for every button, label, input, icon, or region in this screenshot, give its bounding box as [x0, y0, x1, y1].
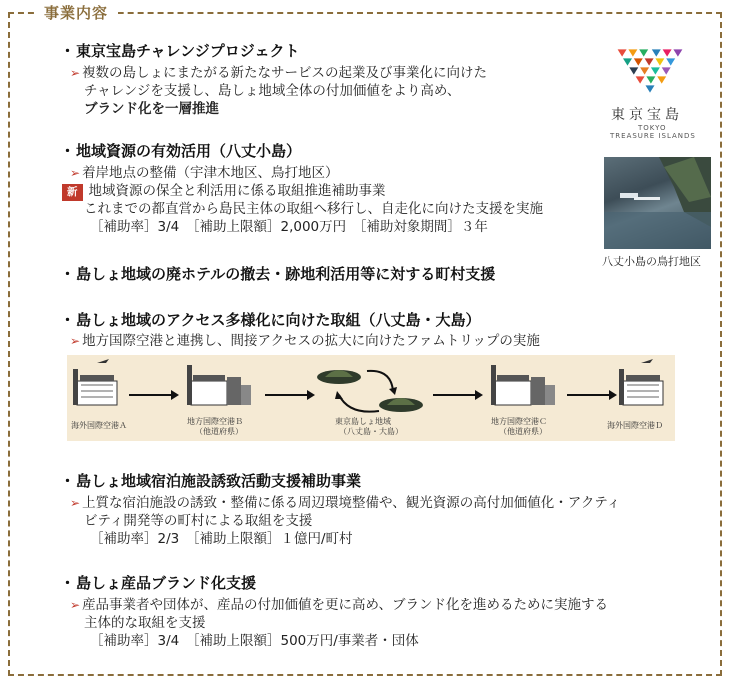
arrow-icon: ➢: [70, 496, 81, 510]
islands-icon: [317, 370, 423, 412]
label-islands: 東京島しょ地域: [335, 417, 391, 426]
section4-line1: ➢ 地方国際空港と連携し、間接アクセスの拡大に向けたファムトリップの実施: [70, 333, 540, 349]
label-airport-b: 地方国際空港Ｂ: [187, 417, 243, 426]
label-airport-a: 海外国際空港Ａ: [71, 421, 127, 430]
airport-c-icon: [491, 365, 555, 405]
section6-line3: ［補助率］3/4 ［補助上限額］500万円/事業者・団体: [90, 633, 419, 649]
logo-subtitle-treasure-islands: TREASURE ISLANDS: [610, 132, 696, 140]
section2-line3: これまでの都直営から島民主体の取組へ移行し、自走化に向けた支援を実施: [84, 201, 543, 217]
section2-line1: ➢ 着岸地点の整備（宇津木地区、鳥打地区）: [70, 165, 339, 181]
new-badge: 新: [62, 184, 83, 201]
frame-title: 事業内容: [34, 2, 118, 23]
section1-line3: ブランド化を一層推進: [84, 101, 219, 117]
bullet: ・: [60, 265, 76, 283]
section5-line1: ➢ 上質な宿泊施設の誘致・整備に係る周辺環境整備や、観光資源の高付加価値化・アクティ: [70, 495, 621, 511]
arrow-icon: ➢: [70, 334, 81, 348]
section-title-treasure-challenge: ・東京宝島チャレンジプロジェクト: [60, 42, 300, 60]
photo-caption: 八丈小島の鳥打地区: [602, 255, 701, 268]
section2-line2: 新 地域資源の保全と利活用に係る取組推進補助事業: [62, 182, 386, 201]
section-title-regional-resources: ・地域資源の有効活用（八丈小島）: [60, 142, 302, 160]
section5-line2: ビティ開発等の町村による取組を支援: [84, 513, 313, 529]
section-title-accommodation: ・島しょ地域宿泊施設誘致活動支援補助事業: [60, 472, 362, 490]
section-title-access-diversification: ・島しょ地域のアクセス多様化に向けた取組（八丈島・大島）: [60, 311, 481, 329]
arrow-icon: ➢: [70, 166, 81, 180]
arrow-icon: ➢: [70, 66, 81, 80]
bullet: ・: [60, 142, 76, 160]
section5-line3: ［補助率］2/3 ［補助上限額］１億円/町村: [90, 531, 353, 547]
section6-line1: ➢ 産品事業者や団体が、産品の付加価値を更に高め、ブランド化を進めるために実施する: [70, 597, 609, 613]
access-diagram: [67, 355, 675, 441]
bullet: ・: [60, 42, 76, 60]
section1-line1: ➢ 複数の島しょにまたがる新たなサービスの起業及び事業化に向けた: [70, 65, 488, 81]
bullet: ・: [60, 574, 76, 592]
label-airport-c-sub: （他道府県）: [499, 427, 547, 436]
section6-line2: 主体的な取組を支援: [84, 615, 206, 631]
bullet: ・: [60, 311, 76, 329]
label-islands-sub: （八丈島・大島）: [339, 427, 403, 436]
section-title-product-branding: ・島しょ産品ブランド化支援: [60, 574, 257, 592]
hachijo-kojima-photo: [604, 157, 711, 249]
section-title-abandoned-hotel: ・島しょ地域の廃ホテルの撤去・跡地利活用等に対する町村支援: [60, 265, 496, 283]
label-airport-d: 海外国際空港Ｄ: [607, 421, 663, 430]
section2-line4: ［補助率］3/4 ［補助上限額］2,000万円 ［補助対象期間］３年: [90, 219, 488, 235]
arrow-icon: ➢: [70, 598, 81, 612]
tokyo-treasure-islands-logo: [605, 44, 695, 98]
label-airport-b-sub: （他道府県）: [195, 427, 243, 436]
bullet: ・: [60, 472, 76, 490]
section1-line2: チャレンジを支援し、島しょ地域全体の付加価値をより高め、: [84, 83, 461, 99]
airport-a-icon: [73, 359, 117, 405]
airport-d-icon: [619, 359, 663, 405]
logo-subtitle-tokyo: TOKYO: [638, 124, 667, 132]
label-airport-c: 地方国際空港Ｃ: [491, 417, 547, 426]
logo-title: 東京宝島: [611, 107, 683, 123]
airport-b-icon: [187, 365, 251, 405]
